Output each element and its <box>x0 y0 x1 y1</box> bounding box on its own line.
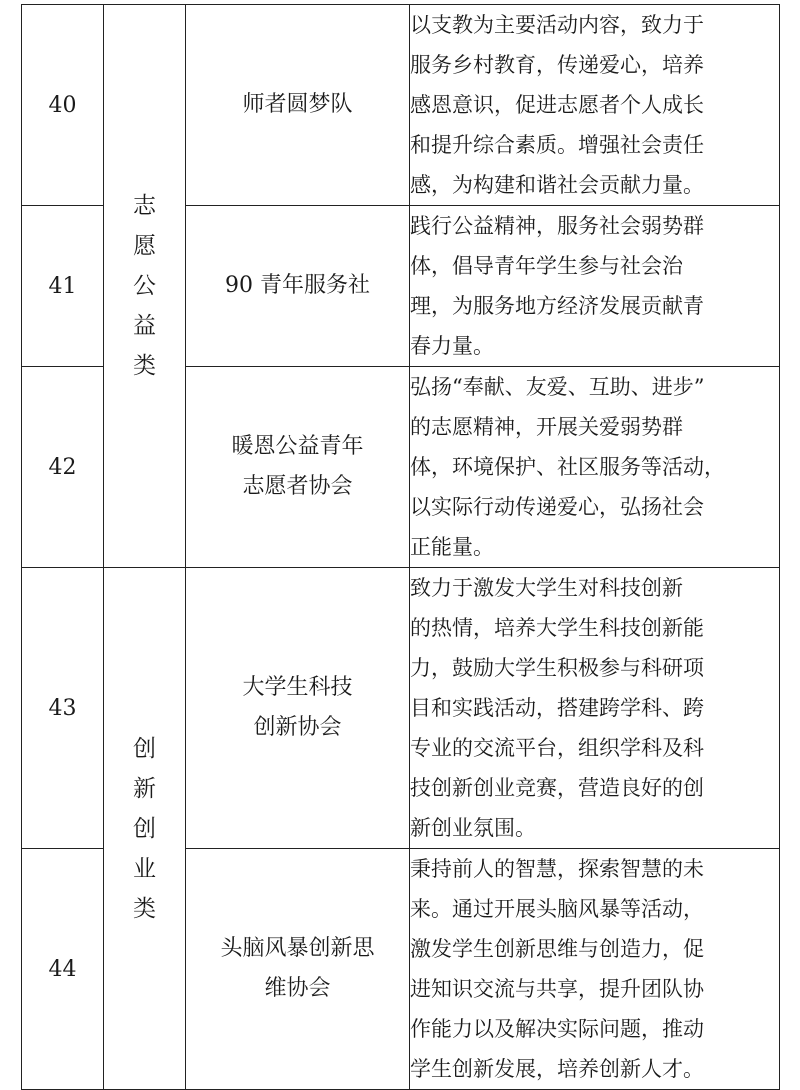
description-line: 体，倡导青年学生参与社会治 <box>410 254 683 278</box>
description-line: 目和实践活动，搭建跨学科、跨 <box>410 696 704 720</box>
description-line: 的志愿精神，开展关爱弱势群 <box>410 415 683 439</box>
club-description <box>410 849 780 1090</box>
description-line: 体，环境保护、社区服务等活动， <box>410 455 725 479</box>
club-name <box>186 367 410 568</box>
club-description <box>410 568 780 849</box>
description-line: 以实际行动传递爱心，弘扬社会 <box>410 495 704 519</box>
club-name-line: 头脑风暴创新思 <box>220 936 375 961</box>
description-line: 秉持前人的智慧，探索智慧的未 <box>410 857 704 881</box>
description-line: 作能力以及解决实际问题，推动 <box>410 1017 704 1041</box>
description-line: 春力量。 <box>410 334 494 358</box>
description-line: 学生创新发展，培养创新人才。 <box>410 1057 704 1081</box>
category-label: 志愿公益类 <box>133 193 156 379</box>
description-line: 来。通过开展头脑风暴等活动， <box>410 897 704 921</box>
club-name <box>186 849 410 1090</box>
description-line: 力，鼓励大学生积极参与科研项 <box>410 656 704 680</box>
club-name-line: 创新协会 <box>253 715 342 740</box>
row-number: 40 <box>22 5 104 206</box>
description-line: 理，为服务地方经济发展贡献青 <box>410 294 704 318</box>
club-name-line: 暖恩公益青年 <box>231 434 364 459</box>
description-line: 专业的交流平台，组织学科及科 <box>410 736 704 760</box>
club-name-line: 90 青年服务社 <box>225 273 370 298</box>
club-name <box>186 568 410 849</box>
club-description <box>410 5 780 206</box>
description-line: 服务乡村教育，传递爱心，培养 <box>410 53 704 77</box>
description-line: 以支教为主要活动内容，致力于 <box>410 13 704 37</box>
club-name-line: 大学生科技 <box>242 675 353 700</box>
description-line: 的热情，培养大学生科技创新能 <box>410 616 704 640</box>
club-description <box>410 206 780 367</box>
club-name-line: 志愿者协会 <box>242 474 353 499</box>
club-name-line: 维协会 <box>264 976 331 1001</box>
category-cell <box>104 5 186 568</box>
description-line: 新创业氛围。 <box>410 816 536 840</box>
row-number: 43 <box>22 568 104 849</box>
club-name-line: 师者圆梦队 <box>242 92 353 117</box>
club-description <box>410 367 780 568</box>
club-name <box>186 5 410 206</box>
description-line: 感，为构建和谐社会贡献力量。 <box>410 173 704 197</box>
description-line: 弘扬“奉献、友爱、互助、进步” <box>410 375 705 399</box>
table-row <box>22 568 780 849</box>
row-number: 44 <box>22 849 104 1090</box>
description-line: 践行公益精神，服务社会弱势群 <box>410 214 704 238</box>
clubs-table <box>21 4 780 1090</box>
description-line: 感恩意识，促进志愿者个人成长 <box>410 93 704 117</box>
description-line: 致力于激发大学生对科技创新 <box>410 576 683 600</box>
description-line: 和提升综合素质。增强社会责任 <box>410 133 704 157</box>
description-line: 激发学生创新思维与创造力，促 <box>410 937 704 961</box>
category-cell <box>104 568 186 1090</box>
description-line: 正能量。 <box>410 535 494 559</box>
table-row <box>22 5 780 206</box>
club-name <box>186 206 410 367</box>
category-label: 创新创业类 <box>133 735 156 922</box>
row-number: 41 <box>22 206 104 367</box>
description-line: 技创新创业竞赛，营造良好的创 <box>410 776 704 800</box>
row-number: 42 <box>22 367 104 568</box>
description-line: 进知识交流与共享，提升团队协 <box>410 977 704 1001</box>
